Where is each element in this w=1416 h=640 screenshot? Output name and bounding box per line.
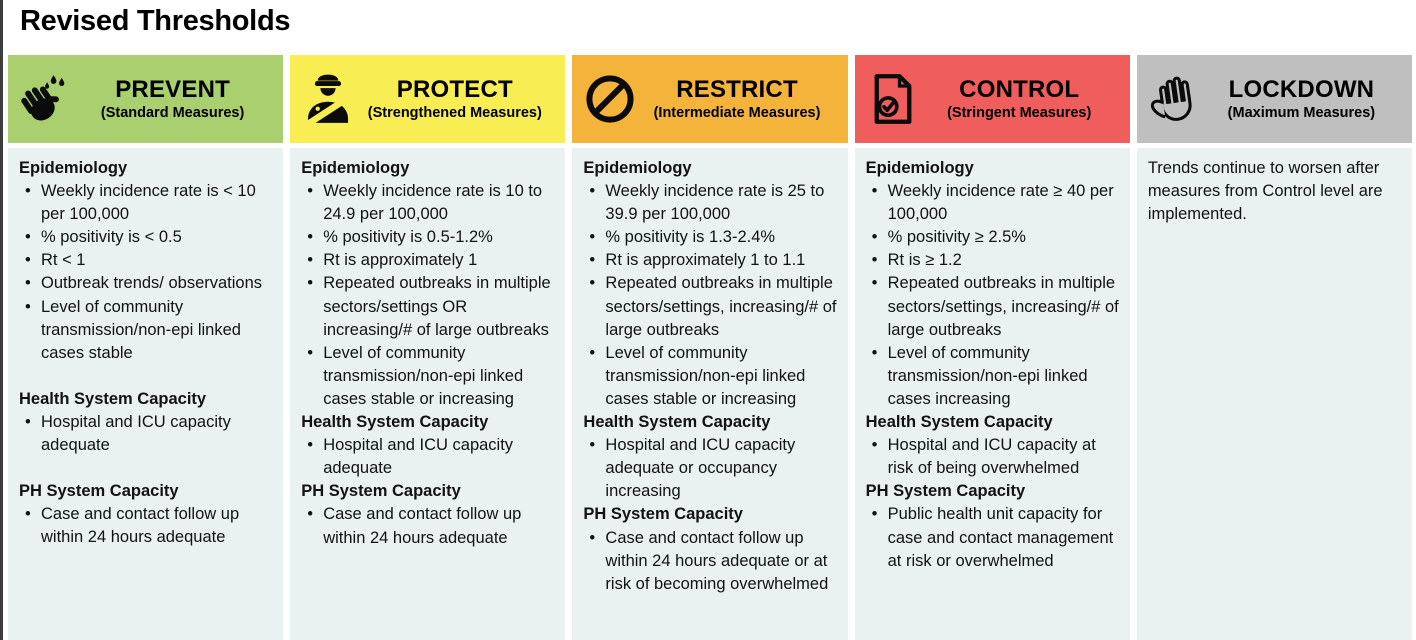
column-prevent xyxy=(8,55,283,640)
column-lockdown xyxy=(1137,55,1412,640)
bullet-list xyxy=(301,180,557,411)
bullet-item: • Hospital and ICU capacity at risk of being overwhelmed xyxy=(866,434,1122,480)
prohibition-icon xyxy=(584,72,636,126)
column-header-prevent xyxy=(8,55,283,143)
bullet-item: • % positivity is 1.3-2.4% xyxy=(583,226,839,249)
bullet-item: • Repeated outbreaks in multiple sectors/settings, increasing/# of large outbreaks xyxy=(866,272,1122,341)
column-restrict xyxy=(572,55,847,640)
bullet-list xyxy=(301,503,557,549)
level-subtitle: (Intermediate Measures) xyxy=(653,105,821,122)
level-subtitle: (Standard Measures) xyxy=(100,105,245,122)
bullet-item: • Rt is ≥ 1.2 xyxy=(866,249,1122,272)
column-header-protect xyxy=(290,55,565,143)
section-health-system-capacity xyxy=(301,411,557,480)
column-header-text xyxy=(919,77,1124,121)
bullet-item: • Outbreak trends/ observations xyxy=(19,272,275,295)
section-ph-system-capacity xyxy=(866,480,1122,572)
police-officer-icon xyxy=(302,72,354,126)
bullet-item: • Public health unit capacity for case and contact management at risk or overwhelmed xyxy=(866,503,1122,572)
bullet-item: • Case and contact follow up within 24 hours adequate xyxy=(19,503,275,549)
column-header-restrict xyxy=(572,55,847,143)
column-header-text xyxy=(636,77,841,121)
bullet-item: • Case and contact follow up within 24 hours adequate or at risk of becoming overwhelmed xyxy=(583,527,839,596)
handwash-icon xyxy=(20,72,72,126)
column-body-control xyxy=(855,148,1130,640)
bullet-item: • Level of community transmission/non-epi linked cases stable or increasing xyxy=(301,342,557,411)
bullet-list xyxy=(583,434,839,503)
section-heading: Epidemiology xyxy=(301,159,410,177)
bullet-item: • Rt is approximately 1 to 1.1 xyxy=(583,249,839,272)
stop-hand-icon xyxy=(1149,72,1201,126)
section-heading: Health System Capacity xyxy=(19,389,207,408)
bullet-list xyxy=(866,180,1122,411)
page-title: Revised Thresholds xyxy=(20,5,291,37)
bullet-list xyxy=(19,180,275,365)
section-heading: Epidemiology xyxy=(865,159,974,177)
threshold-columns xyxy=(8,55,1412,640)
column-header-text xyxy=(1201,77,1406,121)
section-ph-system-capacity xyxy=(583,503,839,595)
section-health-system-capacity xyxy=(19,388,275,457)
bullet-item: • Rt < 1 xyxy=(19,249,275,272)
bullet-item: • Level of community transmission/non-epi linked cases stable or increasing xyxy=(583,342,839,411)
lockdown-note: Trends continue to worsen after measures from Control level are implemented. xyxy=(1147,159,1383,224)
column-body-prevent xyxy=(8,148,283,640)
section-heading: PH System Capacity xyxy=(301,482,461,501)
section-epidemiology xyxy=(866,157,1122,411)
column-control xyxy=(855,55,1130,640)
column-body-protect xyxy=(290,148,565,640)
section-heading: PH System Capacity xyxy=(19,482,179,501)
section-heading: Health System Capacity xyxy=(583,413,771,432)
bullet-item: • % positivity is < 0.5 xyxy=(19,226,275,249)
bullet-list xyxy=(19,503,275,549)
bullet-item: • Hospital and ICU capacity adequate xyxy=(301,434,557,480)
level-name: LOCKDOWN xyxy=(1228,75,1375,103)
bullet-item: • Level of community transmission/non-epi linked cases stable xyxy=(19,296,275,365)
bullet-item: • Hospital and ICU capacity adequate xyxy=(19,411,275,457)
section-epidemiology xyxy=(301,157,557,411)
level-name: RESTRICT xyxy=(676,75,798,103)
bullet-item: • Rt is approximately 1 xyxy=(301,249,557,272)
bullet-list xyxy=(866,434,1122,480)
column-header-text xyxy=(72,77,277,121)
column-header-lockdown xyxy=(1137,55,1412,143)
section-heading: Health System Capacity xyxy=(301,413,489,432)
bullet-item: • Weekly incidence rate ≥ 40 per 100,000 xyxy=(866,180,1122,226)
section-ph-system-capacity xyxy=(19,480,275,549)
level-subtitle: (Strengthened Measures) xyxy=(367,105,542,122)
document-check-icon xyxy=(867,72,919,126)
level-name: CONTROL xyxy=(959,75,1080,103)
bullet-item: • Weekly incidence rate is 10 to 24.9 per 100,000 xyxy=(301,180,557,226)
bullet-item: • Weekly incidence rate is < 10 per 100,000 xyxy=(19,180,275,226)
level-subtitle: (Stringent Measures) xyxy=(947,105,1092,122)
level-name: PREVENT xyxy=(115,75,230,103)
bullet-item: • Weekly incidence rate is 25 to 39.9 per 100,000 xyxy=(583,180,839,226)
section-health-system-capacity xyxy=(583,411,839,503)
section-heading: PH System Capacity xyxy=(865,482,1026,501)
bullet-list xyxy=(301,434,557,480)
bullet-item: • Repeated outbreaks in multiple sectors/settings, increasing/# of large outbreaks xyxy=(583,272,839,341)
section-heading: Health System Capacity xyxy=(865,413,1053,432)
column-header-text xyxy=(354,77,559,121)
section-ph-system-capacity xyxy=(301,480,557,549)
column-body-lockdown xyxy=(1137,148,1412,640)
section-epidemiology xyxy=(583,157,839,411)
bullet-list xyxy=(583,527,839,596)
bullet-list xyxy=(583,180,839,411)
bullet-item: • Repeated outbreaks in multiple sectors/settings OR increasing/# of large outbreaks xyxy=(301,272,557,341)
section-heading: Epidemiology xyxy=(19,159,128,177)
section-heading: PH System Capacity xyxy=(583,505,743,524)
section-heading: Epidemiology xyxy=(583,159,692,177)
section-health-system-capacity xyxy=(866,411,1122,480)
window-left-edge xyxy=(0,0,3,640)
level-subtitle: (Maximum Measures) xyxy=(1227,105,1376,122)
section-epidemiology xyxy=(19,157,275,365)
bullet-list xyxy=(866,503,1122,572)
level-name: PROTECT xyxy=(396,75,513,103)
bullet-item: • % positivity ≥ 2.5% xyxy=(866,226,1122,249)
column-header-control xyxy=(855,55,1130,143)
column-body-restrict xyxy=(572,148,847,640)
bullet-item: • % positivity is 0.5-1.2% xyxy=(301,226,557,249)
bullet-item: • Case and contact follow up within 24 hours adequate xyxy=(301,503,557,549)
bullet-list xyxy=(19,411,275,457)
column-protect xyxy=(290,55,565,640)
bullet-item: • Level of community transmission/non-epi linked cases increasing xyxy=(866,342,1122,411)
bullet-item: • Hospital and ICU capacity adequate or occupancy increasing xyxy=(583,434,839,503)
